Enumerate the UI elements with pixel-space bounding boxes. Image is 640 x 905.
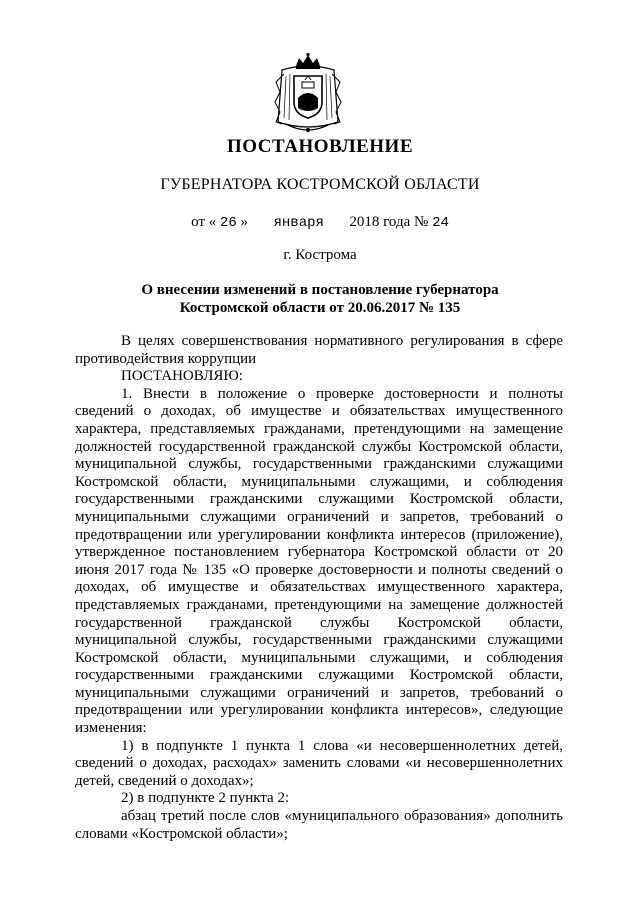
document-heading: ПОСТАНОВЛЕНИЕ: [226, 136, 414, 157]
date-line: [0, 214, 640, 231]
coat-of-arms-emblem: [272, 52, 344, 136]
document-number: 24: [432, 215, 449, 231]
date-mid: »: [240, 214, 248, 230]
item-1-paragraph: 1. Внести в положение о проверке достоверности и полноты сведений о доходах, об имуществе и обязательствах имущественного характера, представляемых гражданами, претендующими на замещение должностей государственной гражданской службы Костромской области, муниципальной службы, государственными гражданскими служащими Костромской области, муниципальными служащими, и соблюдения государственными гражданскими служащими Костромской области, муниципальными служащими ограничений и запретов, требований о предотвращении или урегулировании конфликта интересов (приложение), утвержденное постановлением губернатора Костромской области от 20 июня 2017 года № 135 «О проверке достоверности и полноты сведений о доходах, об имуществе и обязательствах имущественного характера, представляемых гражданами, претендующими на замещение должностей государственной гражданской службы Костромской области, муниципальной службы, государственными гражданскими служащими Костромской области, муниципальными служащими, и соблюдения государственными гражданскими служащими Костромской области, муниципальными служащими ограничений и запретов, требований о предотвращении или урегулировании конфликта интересов», следующие изменения:: [75, 385, 563, 737]
preamble-paragraph: В целях совершенствования нормативного регулирования в сфере противодействия коррупции: [75, 333, 563, 367]
number-sign: №: [414, 214, 429, 230]
document-subject: [0, 281, 640, 317]
city-line: г. Кострома: [283, 247, 357, 263]
subject-line-1: О внесении изменений в постановление губернатора: [141, 282, 499, 298]
subitem-1-paragraph: 1) в подпункте 1 пункта 1 слова «и несовершеннолетних детей, сведений о доходах, расходах» заменить словами «и несовершеннолетних детей, сведений о доходах»;: [75, 737, 563, 789]
date-day: 26: [219, 215, 237, 231]
subitem-2-paragraph-a: абзац третий после слов «муниципального образования» дополнить словами «Костромской области»;: [75, 808, 563, 842]
date-month: января: [273, 215, 324, 231]
date-year: 2018 года: [349, 214, 411, 230]
decree-word: ПОСТАНОВЛЯЮ:: [121, 368, 243, 385]
subject-line-2: Костромской области от 20.06.2017 № 135: [179, 300, 461, 316]
issuer-line: ГУБЕРНАТОРА КОСТРОМСКОЙ ОБЛАСТИ: [160, 176, 480, 193]
subitem-2-paragraph: 2) в подпункте 2 пункта 2:: [121, 790, 290, 807]
document-body: [75, 333, 563, 843]
date-prefix: от «: [191, 214, 217, 230]
